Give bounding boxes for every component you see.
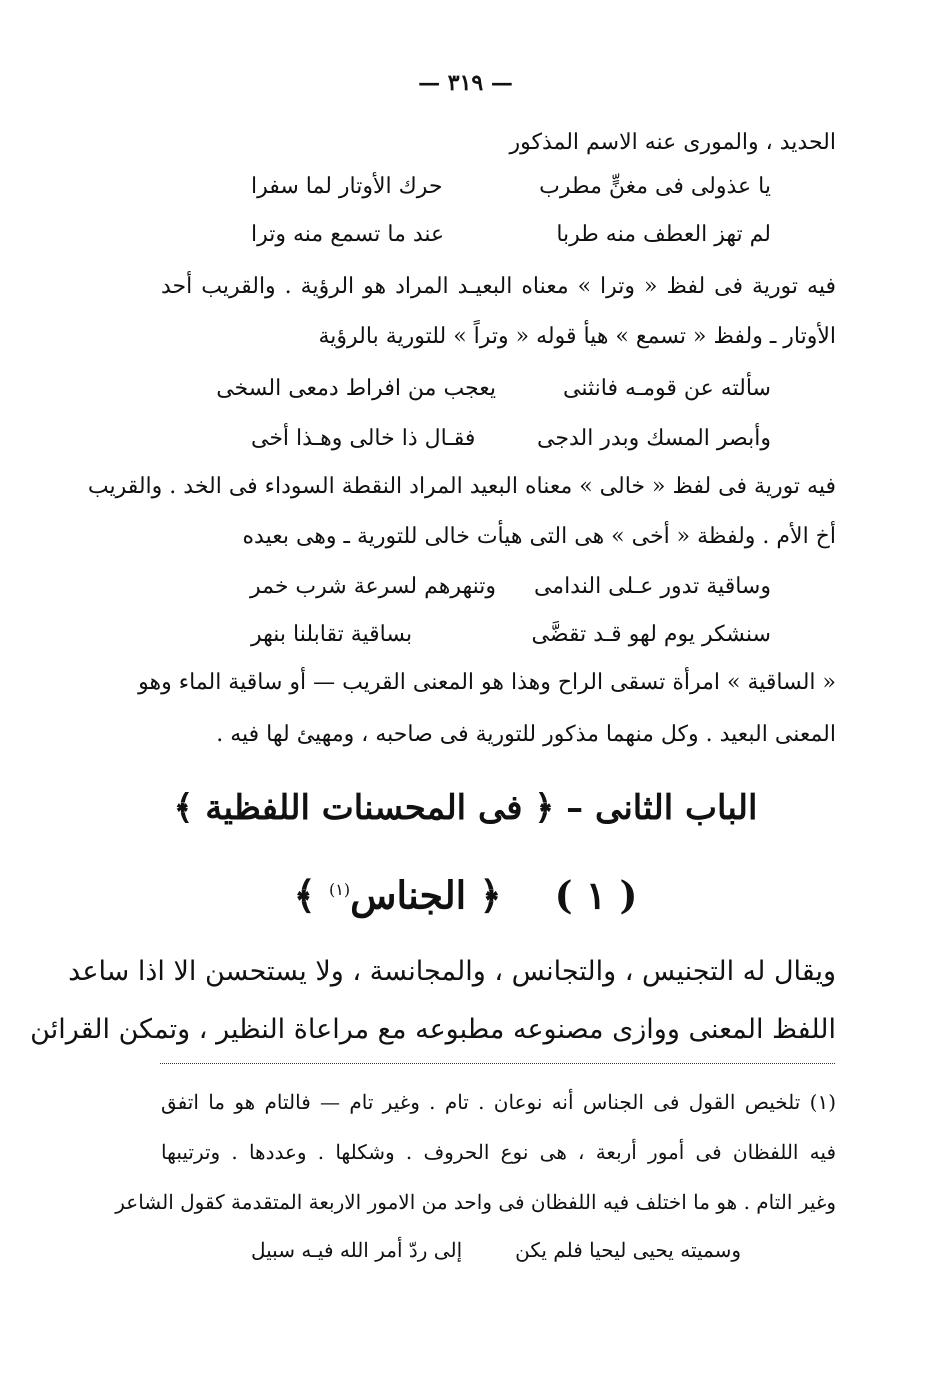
footnote-divider bbox=[160, 1063, 835, 1064]
footnote-reference: (١) bbox=[329, 880, 351, 899]
verse-second-hemistich: وتنهرهم لسرعة شرب خمر bbox=[249, 574, 496, 599]
footnote-line: فيه اللفظان فى أمور أربعة ، هى نوع الحروف . وشكلها . وعددها . وترتيبها bbox=[161, 1140, 836, 1164]
body-line: ويقال له التجنيس ، والتجانس ، والمجانسة ، ولا يستحسن الا اذا ساعد bbox=[68, 956, 836, 987]
text-line: أخ الأم . ولفظة « أخى » هى التى هيأت خالى للتورية ـ وهى بعيده bbox=[242, 524, 836, 549]
section-heading bbox=[0, 862, 931, 924]
page-number: — ٣١٩ — bbox=[418, 70, 513, 96]
verse-second-hemistich: فقـال ذا خالى وهـذا أخى bbox=[251, 426, 476, 451]
verse-first-hemistich: يا عذولى فى مغنٍّ مطرب bbox=[539, 174, 771, 199]
section-number: ( ١ ) bbox=[554, 872, 638, 918]
text-line: الأوتار ـ ولفظ « تسمع » هيأ قوله « وتراً » للتورية بالرؤية bbox=[318, 324, 836, 349]
verse-second-hemistich: بساقية تقابلنا بنهر bbox=[251, 622, 413, 647]
verse-first-hemistich: وساقية تدور عـلى الندامى bbox=[533, 574, 771, 599]
chapter-heading: الباب الثانى – ﴿ فى المحسنات اللفظية ﴾ bbox=[173, 788, 758, 828]
footnote-verse bbox=[251, 1234, 741, 1266]
body-line: اللفظ المعنى ووازى مصنوعه مطبوعه مع مراعاة النظير ، وتمكن القرائن bbox=[30, 1014, 836, 1045]
text-line: المعنى البعيد . وكل منهما مذكور للتورية فى صاحبه ، ومهيئ لها فيه . bbox=[216, 722, 836, 747]
text-line: الحديد ، والمورى عنه الاسم المذكور bbox=[509, 130, 836, 155]
section-close: ﴾ bbox=[293, 872, 316, 918]
verse-second-hemistich: إلى ردّ أمر الله فيـه سبيل bbox=[251, 1238, 463, 1262]
verse-second-hemistich: يعجب من افراط دمعى السخى bbox=[216, 376, 496, 401]
verse-second-hemistich: حرك الأوتار لما سفرا bbox=[251, 174, 443, 199]
text-line: فيه تورية فى لفظ « وترا » معناه البعيـد المراد هو الرؤية . والقريب أحد bbox=[161, 274, 836, 299]
poem-verse bbox=[251, 170, 771, 204]
verse-first-hemistich: سألته عن قومـه فانثنى bbox=[563, 376, 771, 401]
poem-verse bbox=[251, 218, 771, 252]
verse-first-hemistich: وأبصر المسك وبدر الدجى bbox=[537, 426, 771, 451]
verse-second-hemistich: عند ما تسمع منه وترا bbox=[251, 222, 445, 247]
verse-first-hemistich: لم تهز العطف منه طربا bbox=[556, 222, 771, 247]
poem-verse bbox=[251, 422, 771, 456]
footnote-line: (١) تلخيص القول فى الجناس أنه نوعان . تام . وغير تام — فالتام هو ما اتفق bbox=[161, 1090, 836, 1114]
poem-verse bbox=[251, 618, 771, 652]
footnote-line: وغير التام . هو ما اختلف فيه اللفظان فى واحد من الامور الاربعة المتقدمة كقول الشاعر bbox=[115, 1190, 836, 1214]
verse-first-hemistich: وسميته يحيى ليحيا فلم يكن bbox=[515, 1238, 741, 1262]
text-line: فيه تورية فى لفظ « خالى » معناه البعيد المراد النقطة السوداء فى الخد . والقريب bbox=[87, 474, 836, 499]
poem-verse bbox=[216, 372, 771, 406]
text-line: « الساقية » امرأة تسقى الراح وهذا هو المعنى القريب — أو ساقية الماء وهو bbox=[138, 670, 836, 695]
verse-first-hemistich: سنشكر يوم لهو قـد تقضَّى bbox=[531, 622, 771, 647]
section-title: ﴿ الجناس bbox=[350, 872, 502, 918]
poem-verse bbox=[251, 570, 771, 604]
